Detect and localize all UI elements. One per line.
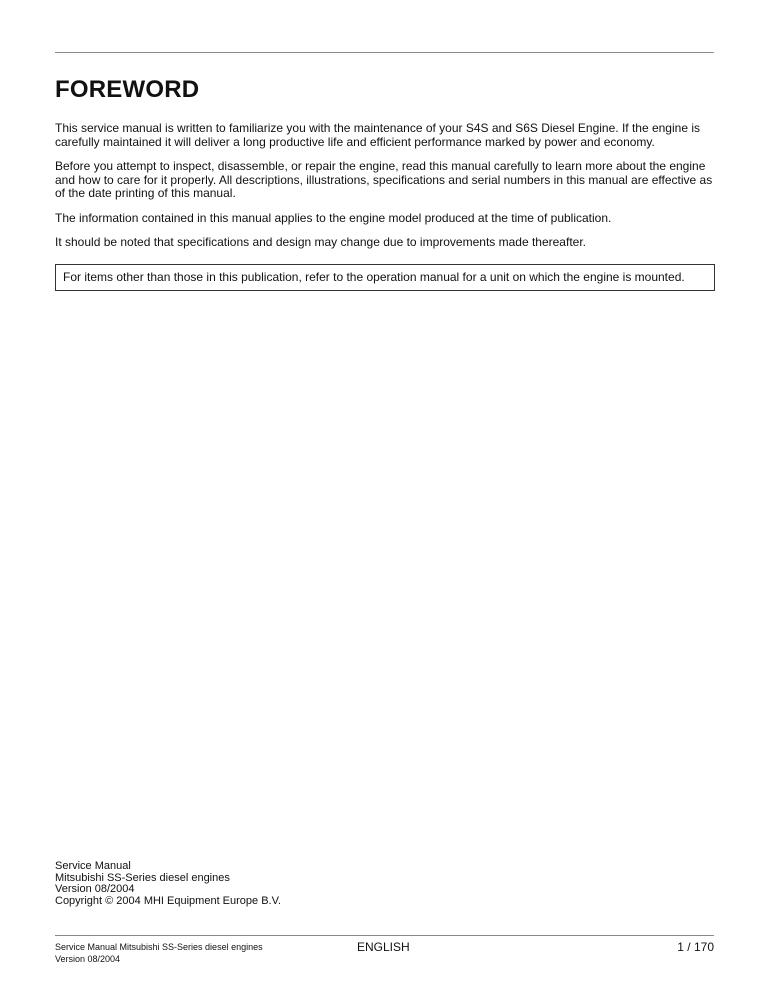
paragraph-intro: This service manual is written to familiarize you with the maintenance of your S4S and S6S Diesel Engine. If the engine is carefully maintained it will deliver a long productive life and efficient performance marked by power and economy. <box>55 121 700 149</box>
paragraph-specification-changes: It should be noted that specifications and design may change due to improvements made thereafter. <box>55 235 586 249</box>
foreword-body <box>55 122 715 291</box>
footer-page-number: 1 / 170 <box>677 940 714 954</box>
imprint-block <box>55 861 281 907</box>
footer-language: ENGLISH <box>357 940 410 954</box>
notice-box: For items other than those in this publication, refer to the operation manual for a unit on which the engine is mounted. <box>55 264 715 292</box>
page-title: FOREWORD <box>55 76 200 103</box>
footer-divider <box>55 935 714 936</box>
imprint-manual-type: Service Manual <box>55 860 131 872</box>
imprint-copyright: Copyright © 2004 MHI Equipment Europe B.V. <box>55 894 281 907</box>
paragraph-applicability: The information contained in this manual applies to the engine model produced at the time of publication. <box>55 210 612 225</box>
footer-version: Version 08/2004 <box>55 954 121 964</box>
header-divider <box>55 52 714 53</box>
footer-doc-info <box>55 941 263 965</box>
imprint-version: Version 08/2004 <box>55 883 135 896</box>
paragraph-read-manual: Before you attempt to inspect, disassemble, or repair the engine, read this manual carefully to learn more about the engine and how to care for it properly. All descriptions, illustrations, specifications and serial numbers in this manual are effective as of the date printing of this manual. <box>55 159 713 200</box>
imprint-series: Mitsubishi SS-Series diesel engines <box>55 871 230 884</box>
footer-doc-title: Service Manual Mitsubishi SS-Series diesel engines <box>55 942 263 952</box>
